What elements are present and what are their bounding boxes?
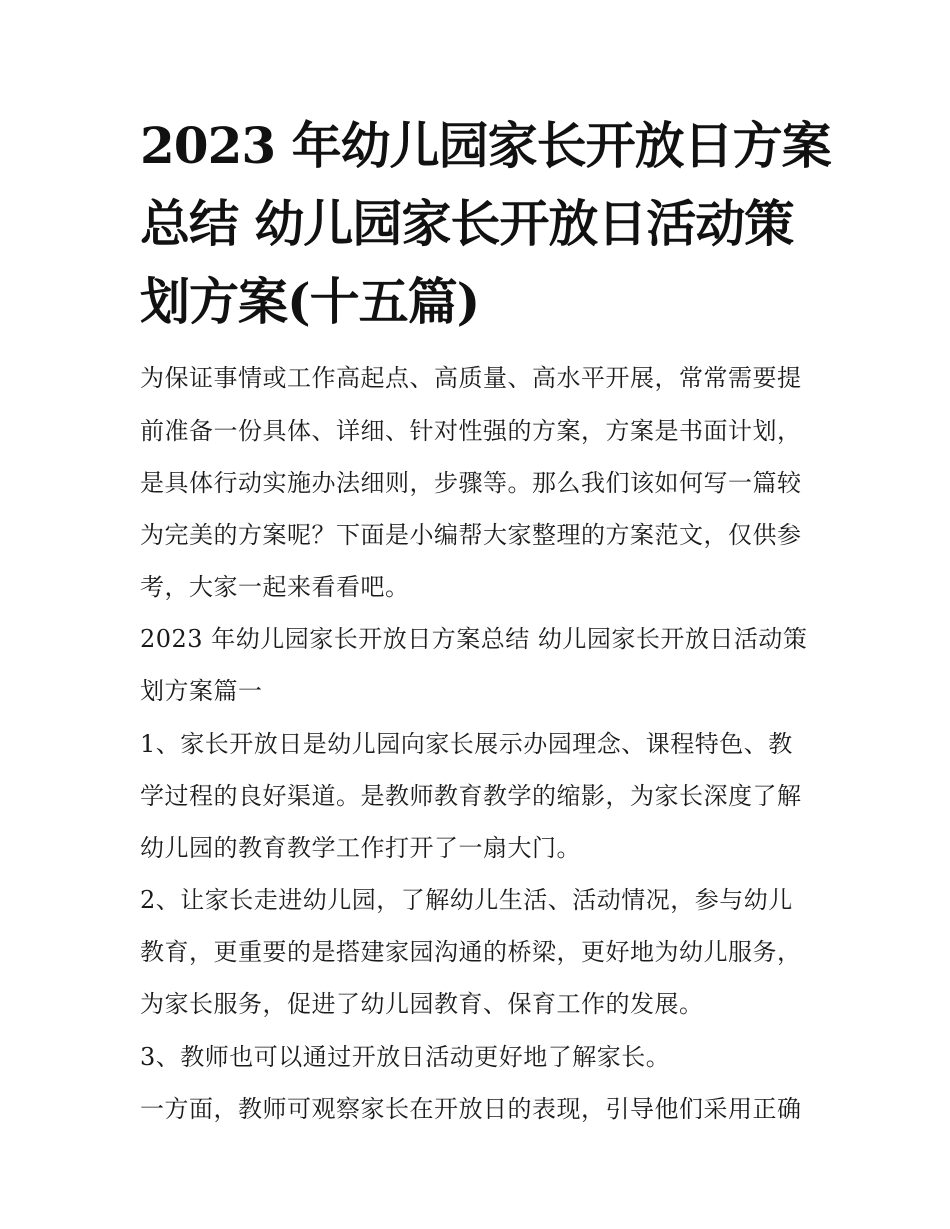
item-1-line-3: 幼儿园的教育教学工作打开了一扇大门。 (140, 834, 581, 862)
intro-line-1: 为保证事情或工作高起点、高质量、高水平开展，常常需要提 (140, 364, 802, 392)
intro-line-2: 前准备一份具体、详细、针对性强的方案，方案是书面计划， (140, 417, 802, 445)
paragraph-line-1: 一方面，教师可观察家长在开放日的表现，引导他们采用正确 (140, 1095, 802, 1123)
item-2-line-2: 教育，更重要的是搭建家园沟通的桥梁，更好地为幼儿服务， (140, 938, 802, 966)
section-heading-line-1: 2023 年幼儿园家长开放日方案总结 幼儿园家长开放日活动策 (140, 625, 808, 653)
item-1-line-1: 1、家长开放日是幼儿园向家长展示办园理念、课程特色、教 (140, 730, 793, 758)
title-line-1-text: 年幼儿园家长开放日方案 (275, 116, 831, 175)
item-2-line-3: 为家长服务，促进了幼儿园教育、保育工作的发展。 (140, 990, 704, 1018)
item-3-line-1: 3、教师也可以通过开放日活动更好地了解家长。 (140, 1043, 671, 1071)
intro-line-4: 为完美的方案呢？下面是小编帮大家整理的方案范文，仅供参 (140, 521, 802, 549)
item-2-line-1: 2、让家长走进幼儿园，了解幼儿生活、活动情况，参与幼儿 (140, 886, 793, 914)
title-year: 2023 (140, 116, 276, 175)
intro-line-3: 是具体行动实施办法细则，步骤等。那么我们该如何写一篇较 (140, 469, 802, 497)
document-title-line-2: 总结 幼儿园家长开放日活动策 (140, 194, 794, 253)
item-1-line-2: 学过程的良好渠道。是教师教育教学的缩影，为家长深度了解 (140, 782, 802, 810)
intro-line-5: 考，大家一起来看看吧。 (140, 573, 410, 601)
section-heading-line-2: 划方案篇一 (140, 677, 263, 705)
document-title-line-1 (140, 118, 830, 174)
document-title-line-3: 划方案(十五篇) (140, 272, 480, 331)
